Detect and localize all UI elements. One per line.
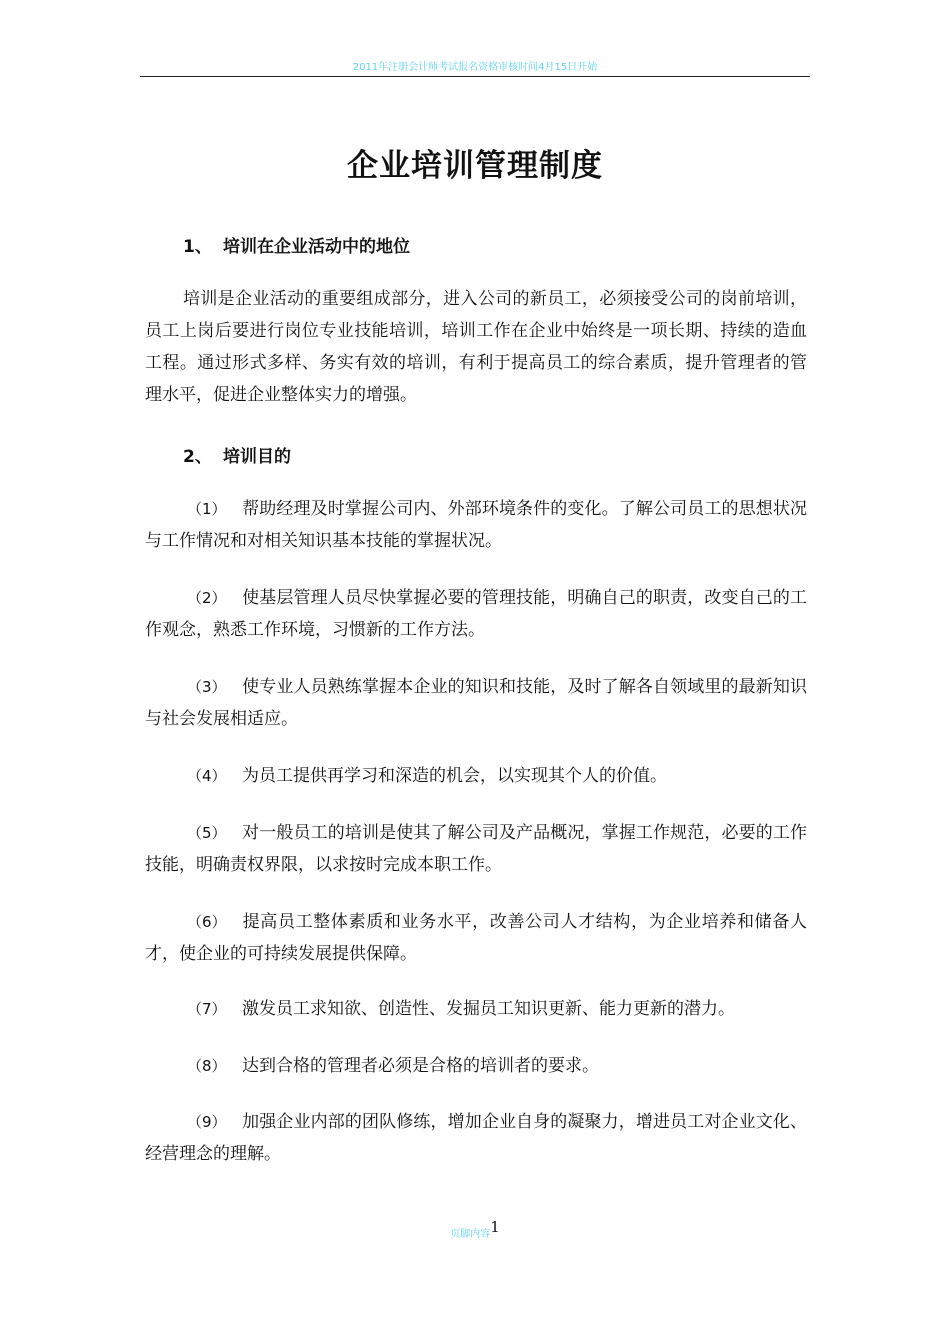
list-item — [145, 817, 807, 881]
list-item — [145, 582, 807, 646]
list-item-text: 对一般员工的培训是使其了解公司及产品概况，掌握工作规范，必要的工作技能，明确责权界限，以求按时完成本职工作。 — [145, 823, 807, 875]
list-item — [145, 760, 807, 792]
list-item-number: （4） — [187, 767, 227, 785]
list-item-text: 帮助经理及时掌握公司内、外部环境条件的变化。了解公司员工的思想状况与工作情况和对相关知识基本技能的掌握状况。 — [145, 499, 807, 551]
list-item-text: 为员工提供再学习和深造的机会，以实现其个人的价值。 — [242, 766, 667, 786]
list-item — [145, 906, 807, 970]
section-number: 2、 — [183, 447, 212, 467]
list-item-number: （2） — [187, 589, 227, 607]
list-item — [145, 1050, 807, 1082]
section-heading-text: 培训目的 — [223, 447, 291, 467]
list-item-number: （5） — [187, 824, 227, 842]
list-item-text: 使专业人员熟练掌握本企业的知识和技能，及时了解各自领域里的最新知识与社会发展相适应。 — [145, 677, 807, 729]
list-item — [145, 993, 807, 1025]
section-number: 1、 — [183, 237, 212, 257]
page-footer — [0, 1218, 950, 1241]
footer-label: 页脚内容 — [450, 1229, 491, 1240]
list-item-number: （9） — [187, 1113, 227, 1131]
section-heading-2 — [183, 442, 291, 467]
list-item — [145, 493, 807, 557]
section-heading-1 — [183, 232, 410, 257]
header-divider — [140, 76, 810, 77]
list-item-number: （7） — [187, 1000, 227, 1018]
list-item-text: 使基层管理人员尽快掌握必要的管理技能，明确自己的职责，改变自己的工作观念，熟悉工作环境，习惯新的工作方法。 — [145, 588, 807, 640]
list-item-number: （3） — [187, 678, 227, 696]
page-number: 1 — [490, 1218, 500, 1236]
section-1-paragraph: 培训是企业活动的重要组成部分，进入公司的新员工，必须接受公司的岗前培训，员工上岗后要进行岗位专业技能培训，培训工作在企业中始终是一项长期、持续的造血工程。通过形式多样、务实有效的培训，有利于提高员工的综合素质，提升管理者的管理水平，促进企业整体实力的增强。 — [145, 289, 807, 405]
list-item-text: 达到合格的管理者必须是合格的培训者的要求。 — [242, 1056, 599, 1076]
list-item-number: （6） — [187, 913, 227, 931]
document-title: 企业培训管理制度 — [347, 148, 603, 184]
section-heading-text: 培训在企业活动中的地位 — [223, 237, 410, 257]
list-item-text: 激发员工求知欲、创造性、发掘员工知识更新、能力更新的潜力。 — [242, 999, 735, 1019]
list-item-number: （8） — [187, 1057, 227, 1075]
list-item-text: 提高员工整体素质和业务水平，改善公司人才结构，为企业培养和储备人才，使企业的可持续发展提供保障。 — [145, 912, 807, 964]
list-item-number: （1） — [187, 500, 227, 518]
page-header: 2011年注册会计师考试报名资格审核时间4月15日开始 — [352, 62, 598, 73]
list-item — [145, 671, 807, 735]
list-item-text: 加强企业内部的团队修练，增加企业自身的凝聚力，增进员工对企业文化、经营理念的理解。 — [145, 1112, 807, 1164]
list-item — [145, 1106, 807, 1170]
